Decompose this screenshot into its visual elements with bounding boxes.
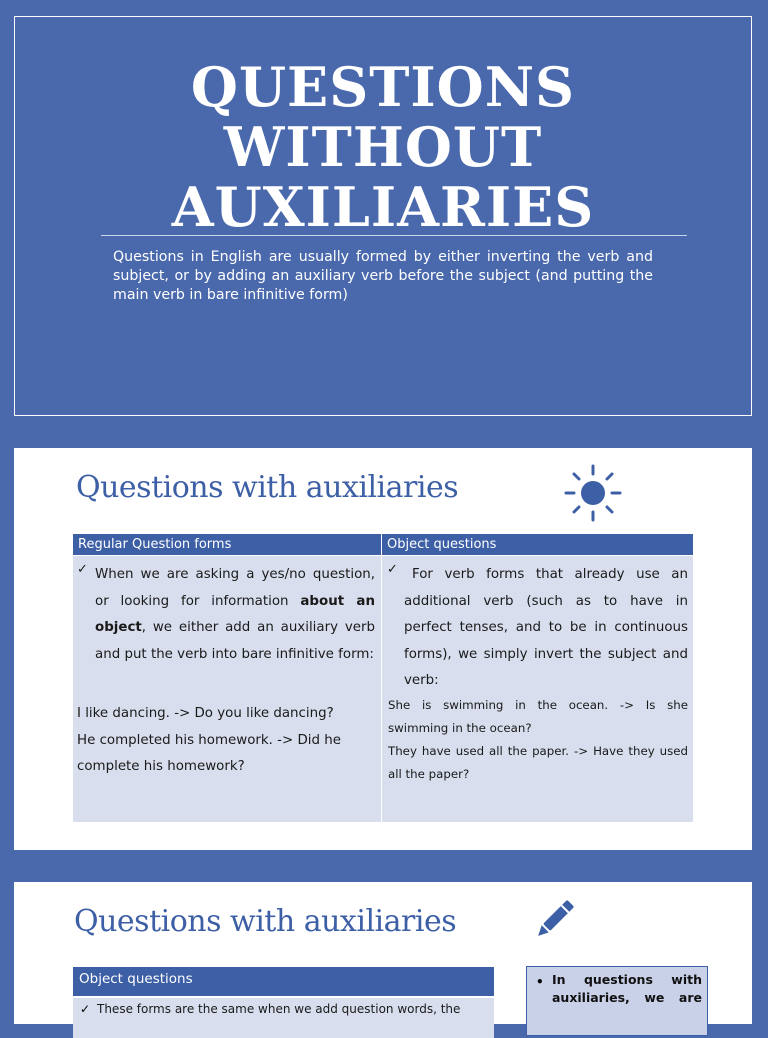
title-slide [14,16,752,416]
title-line-3: AUXILIARIES [171,175,595,239]
regular-forms-examples [77,701,373,781]
object-questions-cell [73,998,494,1038]
object-questions-cell [382,556,693,822]
regular-forms-cell [73,556,381,822]
check-icon: ✓ [387,562,398,577]
slide-heading: Questions with auxiliaries [74,904,457,939]
check-icon: ✓ [80,1002,91,1016]
title-divider [101,235,687,236]
title-line-2: WITHOUT [223,115,543,179]
bullet-icon: • [536,975,544,989]
object-questions-explanation: For verb forms that already use an additional verb (such as to have in perfect tenses, and to be in continuous forms), we simply invert the subject and verb: [404,567,688,688]
example-line: They have used all the paper. -> Have they used all the paper? [388,744,688,781]
slide-subtitle: Questions in English are usually formed by either inverting the verb and subject, or by adding an auxiliary verb before the subject (and putting the main verb in bare infinitive form) [113,249,653,303]
example-line: I like dancing. -> Do you like dancing? [77,706,334,721]
note-text: In questions with auxiliaries, we are [552,972,702,1005]
object-questions-explanation: These forms are the same when we add question words, the [97,1002,461,1016]
title-line-1: QUESTIONS [190,55,576,119]
column-header-object: Object questions [73,967,494,996]
note-box [526,966,708,1036]
pencil-icon [530,898,576,944]
column-header-object: Object questions [382,534,693,555]
slide-questions-with-auxiliaries-2 [14,882,752,1024]
example-line: She is swimming in the ocean. -> Is she swimming in the ocean? [388,698,688,735]
slide-title [15,57,751,237]
column-header-regular: Regular Question forms [73,534,381,555]
regular-forms-explanation: When we are asking a yes/no question, or looking for information about an object, we either add an auxiliary verb and put the verb into bare infinitive form: [95,567,375,662]
emphasis-text: about an object [95,593,375,635]
object-questions-examples [388,694,688,786]
slide-questions-with-auxiliaries [14,448,752,850]
check-icon: ✓ [77,562,88,577]
example-line: He completed his homework. -> Did he complete his homework? [77,732,342,774]
sun-icon [564,464,622,522]
slide-heading: Questions with auxiliaries [76,470,459,505]
